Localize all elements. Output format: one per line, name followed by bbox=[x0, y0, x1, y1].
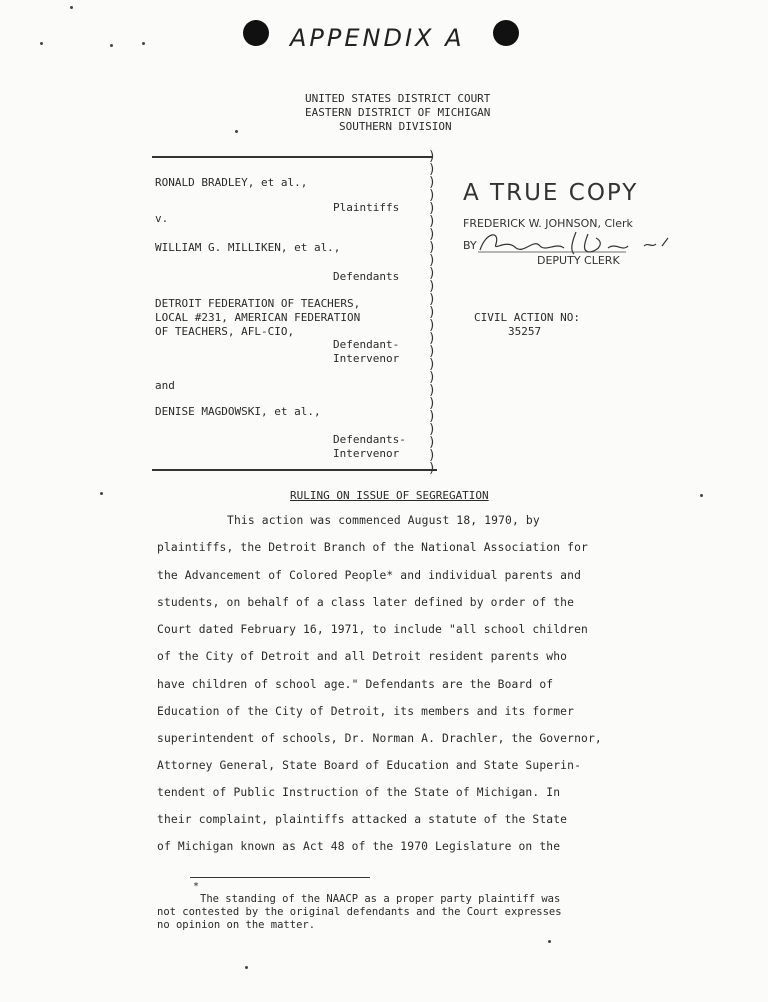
caption-intervenor1-line1: DETROIT FEDERATION OF TEACHERS, bbox=[155, 297, 361, 310]
stamp-clerk-name: FREDERICK W. JOHNSON, Clerk bbox=[463, 217, 633, 230]
court-division: SOUTHERN DIVISION bbox=[339, 120, 452, 133]
court-name: UNITED STATES DISTRICT COURT bbox=[305, 92, 491, 105]
ruling-title: RULING ON ISSUE OF SEGREGATION bbox=[290, 489, 489, 502]
caption-and: and bbox=[155, 379, 175, 392]
footnote-line: no opinion on the matter. bbox=[157, 919, 316, 931]
speck bbox=[70, 6, 73, 9]
speck bbox=[40, 42, 43, 45]
body-line: tendent of Public Instruction of the State of Michigan. In bbox=[157, 786, 561, 799]
caption-intervenor1-line2: LOCAL #231, AMERICAN FEDERATION bbox=[155, 311, 361, 324]
speck bbox=[548, 940, 551, 943]
caption-intervenor1-line3: OF TEACHERS, AFL-CIO, bbox=[155, 325, 295, 338]
speck bbox=[235, 130, 238, 133]
speck bbox=[142, 42, 145, 45]
body-line: Court dated February 16, 1971, to include "all school children bbox=[157, 623, 588, 636]
caption-intervenor1-role2: Intervenor bbox=[333, 352, 400, 365]
stamp-deputy-clerk: DEPUTY CLERK bbox=[537, 254, 620, 267]
civil-action-label: CIVIL ACTION NO: bbox=[474, 311, 580, 324]
body-line: have children of school age." Defendants are the Board of bbox=[157, 678, 554, 691]
civil-action-number: 35257 bbox=[508, 325, 542, 338]
true-copy-stamp-title: A TRUE COPY bbox=[463, 180, 639, 206]
speck bbox=[245, 966, 248, 969]
court-district: EASTERN DISTRICT OF MICHIGAN bbox=[305, 106, 491, 119]
speck bbox=[700, 494, 703, 497]
footnote-rule bbox=[190, 877, 370, 878]
footnote-line: not contested by the original defendants and the Court expresses bbox=[157, 906, 562, 918]
caption-bottom-rule bbox=[152, 469, 437, 471]
caption-top-rule bbox=[152, 156, 432, 158]
body-line: students, on behalf of a class later defined by order of the bbox=[157, 596, 575, 609]
caption-intervenor2-name: DENISE MAGDOWSKI, et al., bbox=[155, 405, 321, 418]
body-line: of the City of Detroit and all Detroit resident parents who bbox=[157, 650, 568, 663]
speck bbox=[110, 44, 113, 47]
hole-punch-left bbox=[243, 20, 269, 46]
speck bbox=[100, 492, 103, 495]
caption-plaintiff-name: RONALD BRADLEY, et al., bbox=[155, 176, 308, 189]
body-line: This action was commenced August 18, 1970, by bbox=[227, 514, 540, 527]
body-line: Attorney General, State Board of Education and State Superin- bbox=[157, 759, 582, 772]
caption-intervenor2-role2: Intervenor bbox=[333, 447, 400, 460]
body-line: plaintiffs, the Detroit Branch of the National Association for bbox=[157, 541, 588, 554]
body-line: the Advancement of Colored People* and individual parents and bbox=[157, 569, 582, 582]
caption-plaintiff-role: Plaintiffs bbox=[333, 201, 400, 214]
caption-versus: v. bbox=[155, 212, 169, 225]
body-line: their complaint, plaintiffs attacked a statute of the State bbox=[157, 813, 568, 826]
appendix-label: APPENDIX A bbox=[290, 24, 465, 52]
caption-intervenor2-role1: Defendants- bbox=[333, 433, 406, 446]
caption-brackets: ) ) ) ) ) ) ) ) ) ) ) ) ) ) ) ) ) ) ) ) ) ) ) ) ) bbox=[428, 149, 436, 476]
footnote-marker: * bbox=[193, 881, 200, 892]
caption-defendant-role: Defendants bbox=[333, 270, 400, 283]
hole-punch-right bbox=[493, 20, 519, 46]
body-line: of Michigan known as Act 48 of the 1970 Legislature on the bbox=[157, 840, 561, 853]
body-line: Education of the City of Detroit, its members and its former bbox=[157, 705, 575, 718]
stamp-by: BY bbox=[463, 239, 477, 252]
caption-defendant-name: WILLIAM G. MILLIKEN, et al., bbox=[155, 241, 341, 254]
body-line: superintendent of schools, Dr. Norman A. Drachler, the Governor, bbox=[157, 732, 602, 745]
caption-intervenor1-role1: Defendant- bbox=[333, 338, 400, 351]
footnote-line: The standing of the NAACP as a proper party plaintiff was bbox=[200, 893, 561, 905]
